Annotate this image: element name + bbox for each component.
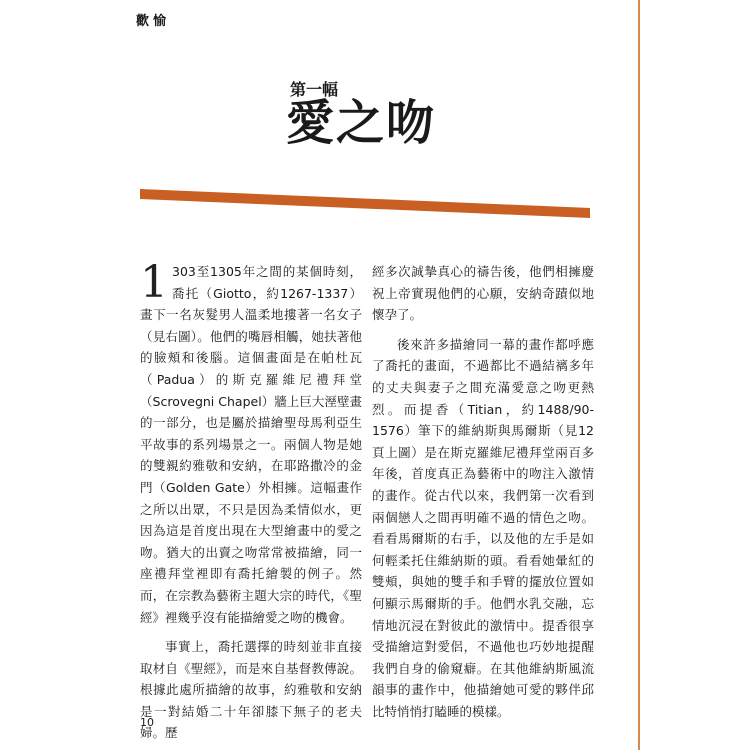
text-column-left <box>140 257 362 750</box>
page-edge-line <box>638 0 640 750</box>
drop-cap: 1 <box>140 257 168 308</box>
running-head: 歡愉 <box>136 14 171 29</box>
text-column-right <box>372 261 594 730</box>
page-number: 10 <box>140 716 154 729</box>
decorative-rule <box>140 180 590 220</box>
paragraph: 事實上，喬托選擇的時刻並非直接取材自《聖經》，而是來自基督教傳說。根據此處所描繪的故事，約雅敬和安納是一對結婚二十年卻膝下無子的老夫婦。歷 <box>140 639 362 741</box>
paragraph: 經多次誠摯真心的禱告後，他們相擁慶祝上帝實現他們的心願，安納奇蹟似地懷孕了。 <box>372 264 594 323</box>
paragraph: 後來許多描繪同一幕的畫作都呼應了喬托的畫面，不過都比不過結褵多年的丈夫與妻子之間充滿愛意之吻更熱烈。而提香（Titian，約1488/90-1576）筆下的維納斯與馬爾斯（見12頁上圖）是在斯克羅維尼禮拜堂兩百多年後，首度真正為藝術中的吻注入激情的畫作。從古代以來，我們第一次看到兩個戀人之間再明確不過的情色之吻。看看馬爾斯的右手，以及他的左手是如何輕柔托住維納斯的頭。看看她暈紅的雙頰，與她的雙手和手臂的擺放位置如何顯示馬爾斯的手。他們水乳交融，忘情地沉浸在對彼此的激情中。提香很享受描繪這對愛侶，不過他也巧妙地提醒我們自身的偷窺癖。在其他維納斯風流韻事的畫作中，他描繪她可愛的夥伴邱比特悄悄打瞌睡的模樣。 <box>372 336 594 719</box>
chapter-title: 愛之吻 <box>286 95 437 151</box>
chapter-label: 第一幅 <box>290 80 339 99</box>
paragraph: 1 303至1305年之間的某個時刻，喬托（Giotto，約1267-1337）畫下一名灰髮男人溫柔地摟著一名女子（見右圖）。他們的嘴唇相觸，她扶著他的臉頰和後腦。這個畫面是在帕杜瓦（Padua）的斯克羅維尼禮拜堂（Scrovegni Chapel）牆上巨大溼壁畫的一部分，也是屬於描繪聖母馬利亞生平故事的系列場景之一。兩個人物是她的雙親約雅敬和安納，在耶路撒冷的金門（Golden Gate）外相擁。這幅畫作之所以出眾，不只是因為柔情似水，更因為這是首度出現在大型繪畫中的愛之吻。猶大的出賣之吻常常被描繪，同一座禮拜堂裡即有喬托繪製的例子。然而，在宗教為藝術主題大宗的時代，《聖經》裡幾乎沒有能描繪愛之吻的機會。 <box>140 257 362 625</box>
